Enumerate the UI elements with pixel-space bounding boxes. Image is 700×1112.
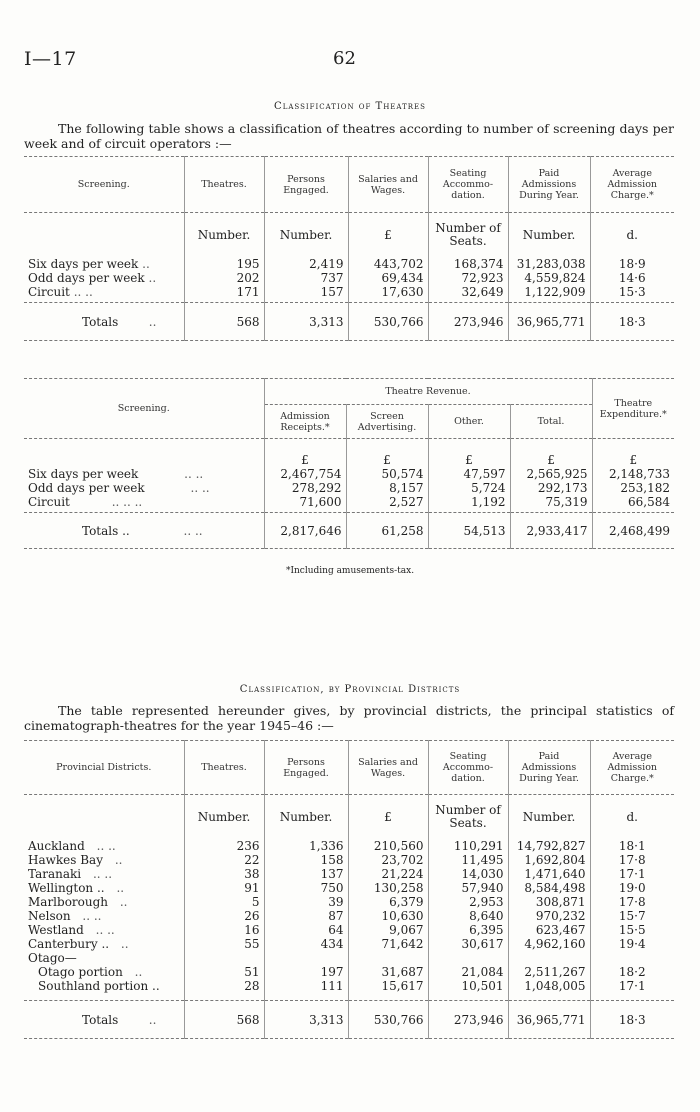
data-cell: 19·4 xyxy=(590,937,674,951)
leader-dots: .. .. xyxy=(95,922,115,937)
data-cell: 17·8 xyxy=(590,895,674,909)
units-row xyxy=(24,439,674,467)
column-header: Salaries and Wages. xyxy=(348,741,428,795)
table-row xyxy=(24,257,674,271)
data-cell: 18·3 xyxy=(590,303,674,341)
unit-cell: Number. xyxy=(184,795,264,839)
table-row xyxy=(24,481,674,495)
data-cell: 50,574 xyxy=(346,467,428,481)
column-header: Paid Admissions During Year. xyxy=(508,741,590,795)
data-cell: 4,962,160 xyxy=(508,937,590,951)
table-header-row xyxy=(24,157,674,213)
row-label: Circuit xyxy=(28,284,70,299)
leader-dots: .. xyxy=(148,270,157,285)
row-label: Nelson xyxy=(28,908,71,923)
leader-dots: .. xyxy=(142,256,150,271)
column-header: Theatre Expenditure.* xyxy=(592,379,674,439)
totals-row xyxy=(24,1001,674,1039)
data-cell: 32,649 xyxy=(428,285,508,303)
row-label: Otago— xyxy=(28,950,77,965)
unit-cell: £ xyxy=(592,439,674,467)
data-cell: 57,940 xyxy=(428,881,508,895)
data-cell: 111 xyxy=(264,979,348,993)
column-header: Seating Accommo-dation. xyxy=(428,157,508,213)
row-label: Circuit xyxy=(28,494,70,509)
data-cell: 19·0 xyxy=(590,881,674,895)
data-cell: 202 xyxy=(184,271,264,285)
unit-cell: £ xyxy=(346,439,428,467)
row-label: Marlborough xyxy=(28,894,109,909)
totals-row xyxy=(24,303,674,341)
column-header: Admission Receipts.* xyxy=(264,405,346,439)
row-label: Six days per week xyxy=(28,256,139,271)
data-cell: 278,292 xyxy=(264,481,346,495)
data-cell: 18·3 xyxy=(590,1001,674,1039)
data-cell: 210,560 xyxy=(348,839,428,853)
data-cell: 197 xyxy=(264,965,348,979)
column-header: Average Admission Charge.* xyxy=(590,741,674,795)
data-cell: 17·8 xyxy=(590,853,674,867)
data-cell: 530,766 xyxy=(348,1001,428,1039)
column-header: Average Admission Charge.* xyxy=(590,157,674,213)
unit-cell: Number. xyxy=(508,795,590,839)
units-row xyxy=(24,795,674,839)
data-cell: 14,792,827 xyxy=(508,839,590,853)
data-cell: 91 xyxy=(184,881,264,895)
data-cell: 5,724 xyxy=(428,481,510,495)
data-cell: 2,419 xyxy=(264,257,348,271)
footnote: *Including amusements-tax. xyxy=(285,566,415,576)
data-cell: 39 xyxy=(264,895,348,909)
data-cell: 158 xyxy=(264,853,348,867)
data-cell: 75,319 xyxy=(510,495,592,513)
row-label: Wellington .. xyxy=(28,880,105,895)
otago-rows xyxy=(24,965,674,993)
section-title-theatres: Classification of Theatres xyxy=(274,101,426,112)
table-group-header-row xyxy=(24,379,674,405)
data-cell: 750 xyxy=(264,881,348,895)
data-cell: 22 xyxy=(184,853,264,867)
section-intro-provincial: The table represented hereunder gives, by provincial districts, the principal statistics of cinematograph-theatres for the year 1945–46 :— xyxy=(24,703,674,733)
section-title-provincial: Classification, by Provincial Districts xyxy=(239,684,461,695)
data-cell: 623,467 xyxy=(508,923,590,937)
table-row xyxy=(24,895,674,909)
column-header: Theatres. xyxy=(184,741,264,795)
data-cell: 72,923 xyxy=(428,271,508,285)
data-cell: 61,258 xyxy=(346,513,428,549)
row-label: Westland xyxy=(28,922,84,937)
data-cell: 568 xyxy=(184,1001,264,1039)
data-cell: 55 xyxy=(184,937,264,951)
unit-cell xyxy=(24,439,264,467)
column-header: Screening. xyxy=(24,379,264,439)
unit-cell xyxy=(24,213,184,257)
data-cell: 157 xyxy=(264,285,348,303)
theatre-revenue-table xyxy=(24,378,674,549)
data-cell: 26 xyxy=(184,909,264,923)
table-row xyxy=(24,937,674,951)
data-cell: 28 xyxy=(184,979,264,993)
data-cell: 6,379 xyxy=(348,895,428,909)
data-cell: 36,965,771 xyxy=(508,303,590,341)
data-cell: 110,291 xyxy=(428,839,508,853)
data-cell: 2,511,267 xyxy=(508,965,590,979)
page-number: 62 xyxy=(333,48,356,69)
data-cell: 18·2 xyxy=(590,965,674,979)
table-row xyxy=(24,467,674,481)
data-cell: 18·9 xyxy=(590,257,674,271)
column-header: Paid Admissions During Year. xyxy=(508,157,590,213)
leader-dots: .. .. xyxy=(82,908,102,923)
data-cell: 8,584,498 xyxy=(508,881,590,895)
column-header: Theatres. xyxy=(184,157,264,213)
unit-cell: Number. xyxy=(264,213,348,257)
row-label: Auckland xyxy=(28,838,85,853)
leader-dots: .. .. .. xyxy=(111,494,143,509)
row-label: Southland portion .. xyxy=(38,978,160,993)
row-label: Totals xyxy=(82,1012,119,1027)
data-cell: 66,584 xyxy=(592,495,674,513)
leader-dots: .. .. xyxy=(92,866,113,881)
unit-cell: Number. xyxy=(264,795,348,839)
data-cell: 737 xyxy=(264,271,348,285)
row-label: Odd days per week xyxy=(28,480,145,495)
theatres-by-district-table xyxy=(24,740,674,1039)
column-header: Salaries and Wages. xyxy=(348,157,428,213)
data-cell: 1,122,909 xyxy=(508,285,590,303)
data-cell: 16 xyxy=(184,923,264,937)
district-rows xyxy=(24,839,674,951)
data-cell: 1,471,640 xyxy=(508,867,590,881)
table-row xyxy=(24,285,674,303)
data-cell: 17·1 xyxy=(590,867,674,881)
data-cell: 15·3 xyxy=(590,285,674,303)
row-label: Totals .. xyxy=(82,523,130,538)
data-cell: 2,527 xyxy=(346,495,428,513)
unit-cell: Number. xyxy=(184,213,264,257)
row-label: Odd days per week xyxy=(28,270,145,285)
unit-cell xyxy=(24,795,184,839)
column-header: Persons Engaged. xyxy=(264,741,348,795)
leader-dots: .. xyxy=(119,894,128,909)
column-header: Screening. xyxy=(77,179,130,190)
data-cell: 4,559,824 xyxy=(508,271,590,285)
data-cell: 130,258 xyxy=(348,881,428,895)
data-cell: 3,313 xyxy=(264,303,348,341)
data-cell: 443,702 xyxy=(348,257,428,271)
unit-cell: £ xyxy=(348,795,428,839)
units-row xyxy=(24,213,674,257)
theatres-by-screening-table xyxy=(24,156,674,341)
leader-dots: .. .. xyxy=(73,284,93,299)
unit-cell: d. xyxy=(590,795,674,839)
data-cell: 69,434 xyxy=(348,271,428,285)
row-label: Taranaki xyxy=(28,866,82,881)
leader-dots: .. xyxy=(134,964,143,979)
table-row xyxy=(24,909,674,923)
data-cell: 8,157 xyxy=(346,481,428,495)
table-row xyxy=(24,867,674,881)
data-cell: 71,642 xyxy=(348,937,428,951)
data-cell: 8,640 xyxy=(428,909,508,923)
data-cell: 21,084 xyxy=(428,965,508,979)
data-cell: 2,467,754 xyxy=(264,467,346,481)
data-cell: 87 xyxy=(264,909,348,923)
data-cell: 15,617 xyxy=(348,979,428,993)
data-cell: 14,030 xyxy=(428,867,508,881)
data-cell: 273,946 xyxy=(428,1001,508,1039)
data-cell: 171 xyxy=(184,285,264,303)
leader-dots: .. xyxy=(148,1012,157,1027)
data-cell: 6,395 xyxy=(428,923,508,937)
data-cell: 2,933,417 xyxy=(510,513,592,549)
unit-cell: £ xyxy=(348,213,428,257)
data-cell: 1,192 xyxy=(428,495,510,513)
data-cell: 5 xyxy=(184,895,264,909)
data-cell: 2,565,925 xyxy=(510,467,592,481)
data-cell: 23,702 xyxy=(348,853,428,867)
data-cell: 273,946 xyxy=(428,303,508,341)
table-row xyxy=(24,271,674,285)
data-cell: 15·7 xyxy=(590,909,674,923)
data-cell: 168,374 xyxy=(428,257,508,271)
table-row xyxy=(24,495,674,513)
row-label: Otago portion xyxy=(38,964,123,979)
unit-cell: Number of Seats. xyxy=(428,213,508,257)
data-cell: 236 xyxy=(184,839,264,853)
section-intro-theatres: The following table shows a classification of theatres according to number of screening days per week and of circuit operators :— xyxy=(24,121,674,151)
table-row xyxy=(24,979,674,993)
data-cell: 15·5 xyxy=(590,923,674,937)
row-label: Totals xyxy=(82,314,119,329)
leader-dots: .. xyxy=(116,880,125,895)
data-cell: 17·1 xyxy=(590,979,674,993)
data-cell: 18·1 xyxy=(590,839,674,853)
leader-dots: .. xyxy=(148,314,157,329)
column-header: Other. xyxy=(428,405,510,439)
unit-cell: d. xyxy=(590,213,674,257)
data-cell: 3,313 xyxy=(264,1001,348,1039)
table-header-row xyxy=(24,741,674,795)
leader-dots: .. .. xyxy=(96,838,116,853)
data-cell: 434 xyxy=(264,937,348,951)
data-cell: 14·6 xyxy=(590,271,674,285)
document-reference: I—17 xyxy=(24,48,77,70)
data-cell: 137 xyxy=(264,867,348,881)
column-header: Total. xyxy=(510,405,592,439)
data-cell: 2,953 xyxy=(428,895,508,909)
data-cell: 9,067 xyxy=(348,923,428,937)
data-cell: 2,817,646 xyxy=(264,513,346,549)
row-label: Hawkes Bay xyxy=(28,852,103,867)
data-cell: 1,048,005 xyxy=(508,979,590,993)
data-cell: 47,597 xyxy=(428,467,510,481)
data-cell: 195 xyxy=(184,257,264,271)
data-cell: 54,513 xyxy=(428,513,510,549)
table-row xyxy=(24,839,674,853)
leader-dots: .. .. xyxy=(184,466,204,481)
unit-cell: £ xyxy=(264,439,346,467)
unit-cell: Number. xyxy=(508,213,590,257)
data-cell: 36,965,771 xyxy=(508,1001,590,1039)
table-row xyxy=(24,853,674,867)
data-cell: 31,687 xyxy=(348,965,428,979)
leader-dots: .. xyxy=(120,936,129,951)
column-group-header: Theatre Revenue. xyxy=(264,379,592,405)
data-cell: 308,871 xyxy=(508,895,590,909)
data-cell: 38 xyxy=(184,867,264,881)
data-cell: 1,336 xyxy=(264,839,348,853)
table-row xyxy=(24,951,674,965)
data-cell: 2,468,499 xyxy=(592,513,674,549)
table-row xyxy=(24,965,674,979)
data-cell: 51 xyxy=(184,965,264,979)
row-label: Canterbury .. xyxy=(28,936,110,951)
leader-dots: .. .. xyxy=(190,480,210,495)
data-cell: 21,224 xyxy=(348,867,428,881)
leader-dots: .. .. xyxy=(183,523,203,538)
data-cell: 970,232 xyxy=(508,909,590,923)
data-cell: 10,630 xyxy=(348,909,428,923)
data-cell: 10,501 xyxy=(428,979,508,993)
column-header: Persons Engaged. xyxy=(264,157,348,213)
data-cell: 31,283,038 xyxy=(508,257,590,271)
leader-dots: .. xyxy=(114,852,123,867)
data-cell: 17,630 xyxy=(348,285,428,303)
data-cell: 64 xyxy=(264,923,348,937)
data-cell: 1,692,804 xyxy=(508,853,590,867)
totals-row xyxy=(24,513,674,549)
data-cell: 253,182 xyxy=(592,481,674,495)
column-header: Seating Accommo-dation. xyxy=(428,741,508,795)
unit-cell: Number of Seats. xyxy=(428,795,508,839)
data-cell: 30,617 xyxy=(428,937,508,951)
unit-cell: £ xyxy=(428,439,510,467)
data-cell: 71,600 xyxy=(264,495,346,513)
data-cell: 2,148,733 xyxy=(592,467,674,481)
unit-cell: £ xyxy=(510,439,592,467)
data-cell: 568 xyxy=(184,303,264,341)
data-cell: 11,495 xyxy=(428,853,508,867)
table-row xyxy=(24,881,674,895)
column-header: Provincial Districts. xyxy=(56,762,152,773)
table-row xyxy=(24,923,674,937)
data-cell: 530,766 xyxy=(348,303,428,341)
row-label: Six days per week xyxy=(28,466,139,481)
column-header: Screen Advertising. xyxy=(346,405,428,439)
data-cell: 292,173 xyxy=(510,481,592,495)
